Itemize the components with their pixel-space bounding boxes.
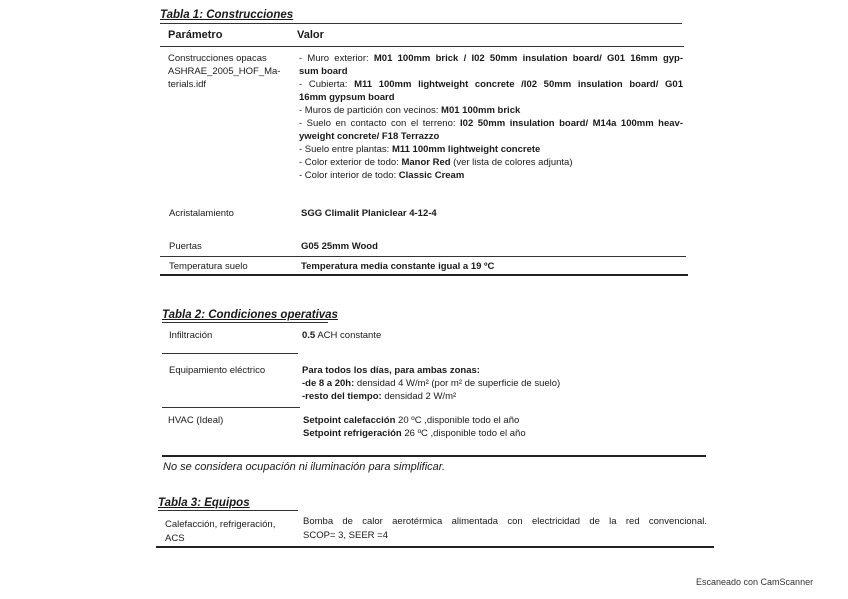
- tabla1-header-parametro: Parámetro: [168, 29, 223, 41]
- tabla2-caption: Tabla 2: Condiciones operativas: [162, 309, 338, 321]
- puertas-valor: G05 25mm Wood: [301, 241, 378, 252]
- tabla1-bottom-rule: [160, 274, 688, 276]
- camscanner-footer: Escaneado con CamScanner: [696, 577, 814, 587]
- tabla1-header-rule: [160, 46, 684, 47]
- hvac-valor: Setpoint calefacción 20 ºC ,disponible todo el año Setpoint refrigeración 26 ºC ,disponible todo el año: [303, 415, 526, 439]
- acristalamiento-param: Acristalamiento: [169, 208, 234, 219]
- equipamiento-valor: Para todos los días, para ambas zonas: -de 8 a 20h: densidad 4 W/m² (por m² de superficie de suelo) -resto del tiempo: densidad 2 W/m²: [302, 365, 561, 402]
- note: No se considera ocupación ni iluminación para simplificar.: [163, 461, 446, 473]
- tabla3-caption: Tabla 3: Equipos: [158, 497, 250, 509]
- hvac-param: HVAC (Ideal): [168, 415, 224, 426]
- infiltracion-param: Infiltración: [169, 330, 213, 341]
- infiltracion-valor: 0.5 ACH constante: [302, 330, 382, 341]
- acristalamiento-valor: SGG Climalit Planiclear 4-12-4: [301, 208, 437, 219]
- tabla2-bottom-rule: [162, 455, 706, 457]
- equipos-param: Calefacción, refrigeración, ACS: [165, 519, 276, 544]
- construcciones-param: Construcciones opacas ASHRAE_2005_HOF_Ma- terials.idf: [168, 53, 281, 90]
- tabla1-header-valor: Valor: [297, 29, 324, 41]
- construcciones-valor: - Muro exterior: M01 100mm brick / I02 50mm insulation board/ G01 16mm gyp- sum board - Cubierta: M11 100mm lightweight concrete /I02 50mm insulation board/ G01 16mm gypsum board - Muros de partición con vecinos: M01 100mm brick - Suelo en contacto con el terreno: I02 50mm insulation board/ M14a 100mm heav- yweight concrete/ F18 Terrazzo - Suelo entre plantas: M11 100mm lightweight concrete - Color exterior de todo: Manor Red (ver lista de colores adjunta) - Color interior de todo: Classic Cream: [299, 53, 683, 181]
- puertas-param: Puertas: [169, 241, 202, 252]
- tabla2-top-rule: [162, 322, 328, 323]
- temperatura-valor: Temperatura media constante igual a 19 ºC: [301, 261, 495, 272]
- tabla1-top-rule: [160, 23, 682, 24]
- temperatura-param: Temperatura suelo: [169, 261, 248, 272]
- tabla1-row-rule: [160, 256, 686, 257]
- equipamiento-param: Equipamiento eléctrico: [169, 365, 266, 376]
- tabla2-row1-rule: [162, 353, 298, 354]
- tabla3-top-rule: [158, 510, 298, 511]
- tabla3-bottom-rule: [156, 546, 714, 548]
- tabla1-caption: Tabla 1: Construcciones: [160, 9, 294, 21]
- equipos-valor: Bomba de calor aerotérmica alimentada con electricidad de la red convencional. SCOP= 3, SEER =4: [303, 516, 707, 541]
- tabla2-row2-rule: [162, 407, 300, 408]
